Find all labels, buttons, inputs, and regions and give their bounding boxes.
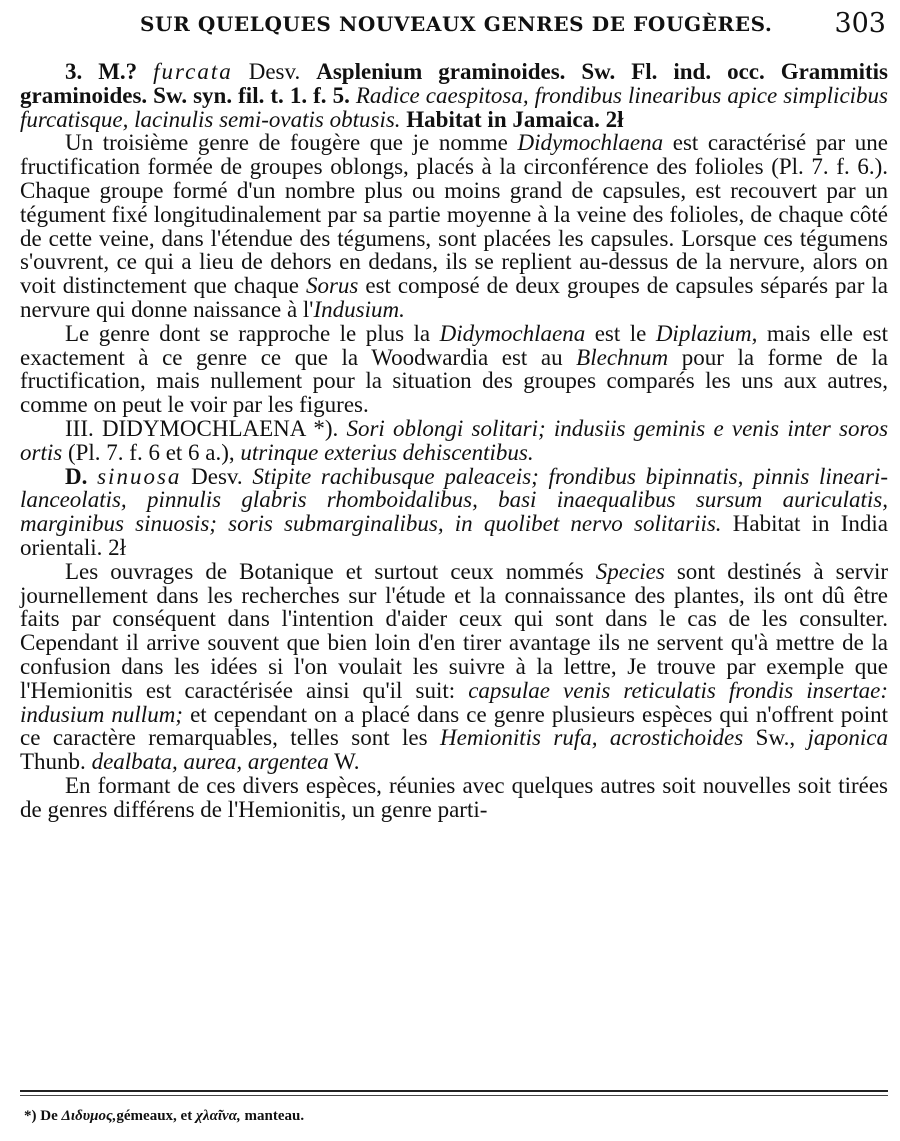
species-habitat: Habitat in India orientali. 2ł — [20, 511, 888, 560]
text-run: est le — [594, 320, 647, 346]
species-name: furcata — [153, 59, 233, 84]
text-run: mais elle est exactement à ce genre ce que la Woodwardia est au — [20, 320, 888, 370]
species-list: dealbata, aurea, argentea — [91, 749, 329, 775]
author-abbrev: Thunb. — [20, 749, 86, 775]
footnote — [24, 1108, 304, 1125]
footnote-mark: *) De — [24, 1108, 58, 1124]
text-run: manteau. — [244, 1108, 305, 1124]
latin-quote: capsulae venis reticulatis frondis insertae: indusium nullum; — [20, 677, 889, 727]
genus-diplazium: Diplazium, — [655, 320, 758, 346]
genus-name: Didymochlaena — [517, 130, 664, 156]
species-list: japonica — [807, 725, 889, 751]
species-number: 3. M.? — [65, 59, 138, 84]
latin-diagnosis: utrinque exterius dehiscentibus. — [240, 439, 534, 465]
text-run: Les ouvrages de Botanique et surtout ceux nommés — [65, 558, 584, 584]
greek-word: χλαῖνα, — [195, 1108, 241, 1124]
text-run: est composé de deux groupes de capsules séparés par la nervure qui donne naissance à l' — [20, 273, 889, 322]
author-abbrev: W. — [334, 749, 360, 775]
species-diagnosis: Radice caespitosa, frondibus linearibus apice simplicibus furcatisque, lacinulis semi-ovatis obtusis. — [20, 82, 888, 132]
plate-reference: (Pl. 7. f. 6 et 6 a.), — [67, 439, 235, 465]
paragraph-genus-intro — [20, 131, 888, 321]
genus-description — [20, 417, 888, 465]
footnote-rule — [20, 1090, 888, 1092]
text-run: et cependant on a placé dans ce genre plusieurs espèces qui n'offrent point ce caractère remarquables, telles sont les — [20, 701, 889, 751]
species-author: Desv. — [248, 59, 301, 84]
species-3-entry — [20, 60, 888, 131]
genus-blechnum: Blechnum — [576, 344, 669, 370]
genus-heading: III. DIDYMOCHLAENA *). — [65, 415, 339, 441]
species-label: D. — [65, 463, 88, 489]
page-number: 303 — [834, 8, 886, 39]
author-abbrev: Sw., — [755, 725, 796, 751]
greek-word: Διδυμος, — [61, 1108, 117, 1124]
genus-name: Didymochlaena — [439, 320, 586, 346]
species-diagnosis: Stipite rachibusque paleaceis; frondibus bipinnatis, pinnis lineari-lanceolatis, pinnulis glabris rhomboidalibus, basi inaequalibus sursum auriculatis, marginibus sinuosis; soris submarginalibus, in quolibet nervo solitariis. — [20, 463, 889, 537]
running-head — [0, 6, 900, 46]
text-run: gémeaux, et — [116, 1108, 193, 1124]
species-list: Hemionitis rufa, acrostichoides — [440, 725, 744, 751]
footnote-rule-thin — [20, 1095, 888, 1096]
species-author: Desv. — [191, 463, 243, 489]
running-title: SUR QUELQUES NOUVEAUX GENRES DE FOUGÈRES. — [140, 12, 773, 36]
term-sorus: Sorus — [305, 273, 359, 299]
paragraph-comparison — [20, 322, 888, 417]
species-habitat: Habitat in Jamaica. 2ł — [406, 106, 624, 132]
body-text — [20, 60, 888, 822]
term-indusium: Indusium. — [313, 296, 405, 322]
paragraph-works — [20, 560, 888, 774]
text-run: En formant de ces divers espèces, réunies avec quelques autres soit nouvelles soit tirées de genres différens de l'Hemionitis, un genre parti- — [20, 772, 888, 822]
text-run: pour la forme de la fructification, mais nullement pour la situation des groupes comparés les uns aux autres, comme on peut le voir par les figures. — [20, 344, 888, 418]
text-run: Le genre dont se rapproche le plus la — [65, 320, 431, 346]
paragraph-last — [20, 774, 888, 822]
latin-diagnosis: Sori oblongi solitari; indusiis geminis e venis inter soros ortis — [20, 415, 889, 465]
term-species: Species — [595, 558, 665, 584]
species-d-entry — [20, 465, 888, 560]
species-synonyms: Asplenium graminoides. Sw. Fl. ind. occ. Grammitis graminoides. Sw. syn. fil. t. 1. f. 5. — [20, 59, 889, 108]
species-name: sinuosa — [97, 463, 182, 489]
text-run: est caractérisé par une fructification formée de groupes oblongs, placés à la circonférence des folioles (Pl. 7. f. 6.). Chaque groupe formé d'un nombre plus ou moins grand de capsules, est recouvert par un tégument fixé longitudinalement par sa partie moyenne à la veine des folioles, de chaque côté de cette veine, dans l'étendue des tégumens, sont placées les capsules. Lorsque ces tégumens s'ouvrent, ce qui a lieu de dehors en dedans, ils se replient au-dessus de la nervure, alors on voit distinctement que chaque — [20, 130, 889, 299]
text-run: Un troisième genre de fougère que je nomme — [65, 130, 508, 156]
text-run: sont destinés à servir journellement dans les recherches sur l'étude et la connaissance des plantes, ils ont dû être faits par conséquent dans l'intention d'aider ceux qui sont dans le cas de les consulter. Cependant il arrive souvent que bien loin d'en tirer avantage ils ne servent qu'à mettre de la confusion dans les idées si l'on voulait les suivre à la lettre, Je trouve par exemple que l'Hemionitis est caractérisée ainsi qu'il suit: — [20, 558, 889, 703]
